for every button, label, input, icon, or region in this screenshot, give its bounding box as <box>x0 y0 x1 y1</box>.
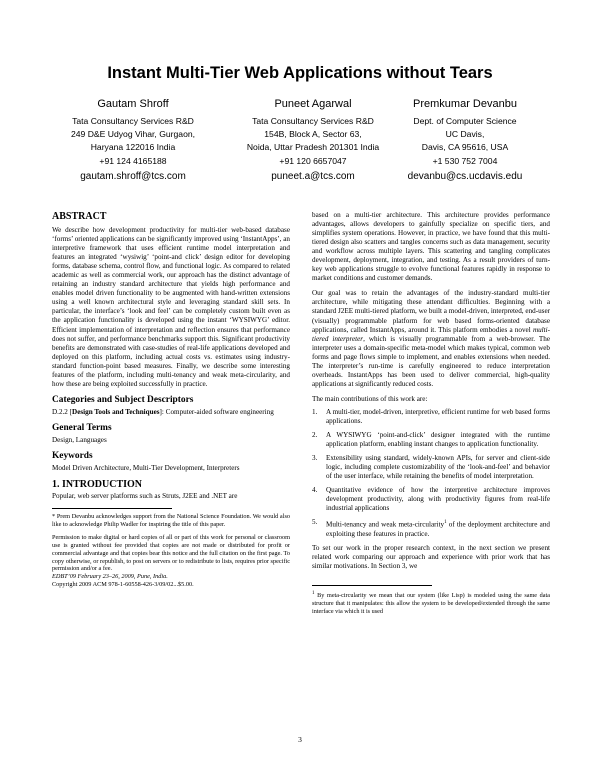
page-number: 3 <box>298 735 302 744</box>
author-name: Gautam Shroff <box>97 98 169 110</box>
list-item: 5. Multi-tenancy and weak meta-circularity$^1$ of the deployment architecture and exploiting these features in practice. <box>312 518 550 538</box>
categories-text: D.2.2 [Design Tools and Techniques]: Computer-aided software engineering <box>52 407 274 416</box>
venue-line: EDBT’09 February 23–26, 2009, Pune, India. <box>52 572 168 580</box>
left-column <box>52 211 290 588</box>
abstract-text: We describe how development productivity for multi-tier web-based database ‘forms’ oriented applications can be significantly improved using ‘InstantApps’, an interpretive framework that uses efficient runtime model interpretation and features an integrated ‘wysiwig’ ‘point-and click’ design editor for developing forms, database schema, control flow, and functional logic. As compared to related academic as well as commercial work, our approach has the distinct advantage of retaining an industry standard architecture that yields high performance and enables model driven functionality to be augmented with hand-written extensions using a well known architectural style and leveraging standard skill sets. In particular, the interface’s ‘look and feel’ can be completely custom built even as the application functionality is developed using the instant ‘WYSIWYG’ editor. Efficient implementation of interpretation and reflection ensures that performance does not suffer, and performance benchmarks support this. Significant productivity benefits are demonstrated with case-studies of real-life applications developed and deployed on this platform, including actual costs vs. estimates using industry-standard function-point based measures. Finally, we describe some interesting features of the platform, including multi-tenancy and weak meta-circularity, and how these are being exploited successfully in practice. <box>52 226 290 388</box>
author-email[interactable]: devanbu@cs.ucdavis.edu <box>407 170 523 182</box>
right-paragraph-2: Our goal was to retain the advantages of the industry-standard multi-tier architecture, while mitigating these attendant difficulties. Beginning with a standard J2EE multi-tiered platform, we built a model-driven, interpreted, end-user (visually) programmable platform for web based forms-oriented database applications, called InstantApps, around it. This platform embodies a novel multi-tiered interpreter, which is visually programmable from a web-browser. The interpreter uses a domain-specific meta-model which makes typical, common web forms and page flows simple to implement, and enables extensions when needed. The interpreter’s run-time is carefully engineered to reduce interpretation overheads. InstantApps has been used to deliver commercial, high-quality applications at significantly reduced costs. <box>312 289 550 388</box>
author-affiliation-line: UC Davis, <box>445 129 485 140</box>
author-name: Puneet Agarwal <box>274 98 352 110</box>
author-affiliation-line: Davis, CA 95616, USA <box>421 142 509 153</box>
footnote-divider <box>52 508 172 509</box>
keywords-heading: Keywords <box>52 450 93 461</box>
footnote-divider <box>312 585 432 586</box>
list-item: 1. A multi-tier, model-driven, interpretive, efficient runtime for web based forms applications. <box>312 407 550 425</box>
right-paragraph-4: To set our work in the proper research context, in the next section we present related work comparing our approach and experience with prior work that has similar motivations. In Section 3, we <box>312 543 550 570</box>
list-item: 3. Extensibility using standard, widely-known APIs, for server and client-side logic, including complete customizability of the ‘look-and-feel’ and behavior of the user interface, while retaining the benefits of model interpretation. <box>312 454 550 481</box>
author-phone: +91 124 4165188 <box>99 155 167 166</box>
categories-heading: Categories and Subject Descriptors <box>52 394 194 405</box>
author-phone: +91 120 6657047 <box>279 155 347 166</box>
author-email[interactable]: puneet.a@tcs.com <box>271 170 355 182</box>
author-block-1 <box>42 96 224 184</box>
list-item: 4. Quantitative evidence of how the interpretive architecture improves development productivity, along with productivity figures from real-life industrial applications <box>312 486 550 513</box>
general-terms-text: Design, Languages <box>52 435 107 444</box>
author-affiliation-line: 249 D&E Udyog Vihar, Gurgaon, <box>70 129 196 140</box>
author-name: Premkumar Devanbu <box>413 98 517 110</box>
introduction-heading: 1. INTRODUCTION <box>52 478 143 490</box>
author-affiliation-line: 154B, Block A, Sector 63, <box>264 129 362 140</box>
list-item: 2. A WYSIWYG ‘point-and-click’ designer integrated with the runtime application platform, enabling instant changes to application functionality. <box>312 431 550 449</box>
meta-circularity-footnote: $^1$ By meta-circularity we mean that our system (like Lisp) is modeled using the same data structure that it manipulates: this allow the system to be developed/extended through the same interface via which it is used <box>312 591 550 615</box>
paper-title: Instant Multi-Tier Web Applications without Tears <box>107 64 493 82</box>
acknowledgement-footnote: * Prem Devanbu acknowledges support from the National Science Foundation. We would also like to acknowledge Philip Wadler for inspiring the title of this paper. <box>52 513 290 528</box>
author-affiliation-line: Noida, Uttar Pradesh 201301 India <box>246 142 380 153</box>
keywords-text: Model Driven Architecture, Multi-Tier Development, Interpreters <box>52 463 240 472</box>
introduction-text: Popular, web server platforms such as Struts, J2EE and .NET are <box>52 491 238 500</box>
contributions-intro: The main contributions of this work are: <box>312 394 428 403</box>
author-affiliation-line: Haryana 122016 India <box>90 142 176 153</box>
author-affiliation-line: Tata Consultancy Services R&D <box>252 116 374 126</box>
author-affiliation-line: Dept. of Computer Science <box>413 116 517 126</box>
author-email[interactable]: gautam.shroff@tcs.com <box>80 170 186 182</box>
general-terms-heading: General Terms <box>52 422 112 433</box>
contributions-list <box>312 408 550 539</box>
abstract-heading: ABSTRACT <box>52 211 107 222</box>
right-paragraph-1: based on a multi-tier architecture. This architecture provides performance advantages, allows developers to gainfully specialize on specific tiers, and simplifies system operations. However, in practice, we have found that this multi-tiered design also scatters and tangles concerns such as data management, security and workflow across multiple layers. This scattering and tangling complicates development, deployment, integration, and testing. As a result providers of turn-key web applications struggle to evolve functional features rapidly in response to market conditions and customer demands. <box>312 211 550 283</box>
copyright-line: Copyright 2009 ACM 978-1-60558-426-3/09/02...$5.00. <box>52 580 194 588</box>
author-affiliation-line: Tata Consultancy Services R&D <box>72 116 194 126</box>
author-block-3 <box>374 96 556 184</box>
author-phone: +1 530 752 7004 <box>432 155 498 166</box>
permission-notice: Permission to make digital or hard copies of all or part of this work for personal or classroom use is granted without fee provided that copies are not made or distributed for profit or commercial advantage and that copies bear this notice and the full citation on the first page. To copy otherwise, or republish, to post on servers or to redistribute to lists, requires prior specific permission and/or a fee. <box>52 534 290 573</box>
right-column <box>312 211 550 616</box>
